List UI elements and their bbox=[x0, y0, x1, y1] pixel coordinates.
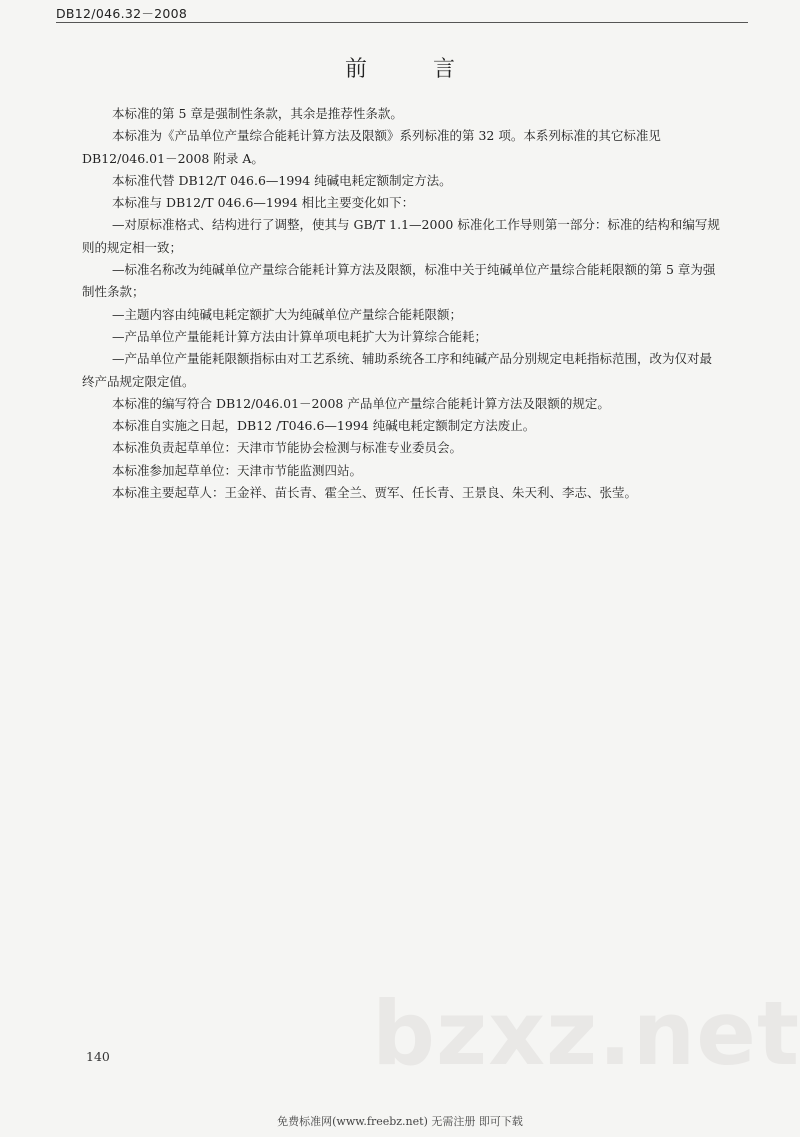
paragraph: 本标准负责起草单位：天津市节能协会检测与标准专业委员会。 bbox=[112, 440, 463, 456]
list-item: —对原标准格式、结构进行了调整，使其与 GB/T 1.1—2000 标准化工作导则第一部分：标准的结构和编写规则的规定相一致； bbox=[82, 217, 720, 255]
paragraph: 本标准代替 DB12/T 046.6—1994 纯碱电耗定额制定方法。 bbox=[112, 172, 452, 188]
foreword-body bbox=[82, 103, 722, 504]
paragraph: 本标准与 DB12/T 046.6—1994 相比主要变化如下： bbox=[112, 195, 415, 211]
list-item: —产品单位产量能耗限额指标由对工艺系统、辅助系统各工序和纯碱产品分别规定电耗指标范围，改为仅对最终产品规定限定值。 bbox=[82, 351, 713, 389]
list-item: —标准名称改为纯碱单位产量综合能耗计算方法及限额，标准中关于纯碱单位产量综合能耗限额的第 5 章为强制性条款； bbox=[82, 262, 716, 300]
paragraph: 本标准的第 5 章是强制性条款，其余是推荐性条款。 bbox=[112, 106, 403, 121]
standard-code-header: DB12/046.32－2008 bbox=[56, 6, 188, 21]
download-footer: 免费标准网(www.freebz.net) 无需注册 即可下载 bbox=[277, 1115, 523, 1128]
paragraph: 本标准参加起草单位：天津市节能监测四站。 bbox=[112, 462, 363, 478]
paragraph: 本标准自实施之日起，DB12 /T046.6—1994 纯碱电耗定额制定方法废止。 bbox=[112, 418, 536, 434]
paragraph: 本标准主要起草人：王金祥、苗长青、霍全兰、贾军、任长青、王景良、朱天利、李志、张莹。 bbox=[112, 485, 638, 501]
page-title: 前 言 bbox=[344, 57, 477, 82]
site-watermark: bzxz.net bbox=[372, 982, 800, 1085]
header-divider bbox=[56, 22, 748, 23]
page-number: 140 bbox=[86, 1049, 110, 1064]
paragraph: 本标准为《产品单位产量综合能耗计算方法及限额》系列标准的第 32 项。本系列标准的其它标准见 DB12/046.01－2008 附录 A。 bbox=[82, 128, 661, 166]
paragraph: 本标准的编写符合 DB12/046.01－2008 产品单位产量综合能耗计算方法及限额的规定。 bbox=[112, 395, 610, 411]
list-item: —主题内容由纯碱电耗定额扩大为纯碱单位产量综合能耗限额； bbox=[112, 306, 463, 322]
list-item: —产品单位产量能耗计算方法由计算单项电耗扩大为计算综合能耗； bbox=[112, 328, 488, 344]
